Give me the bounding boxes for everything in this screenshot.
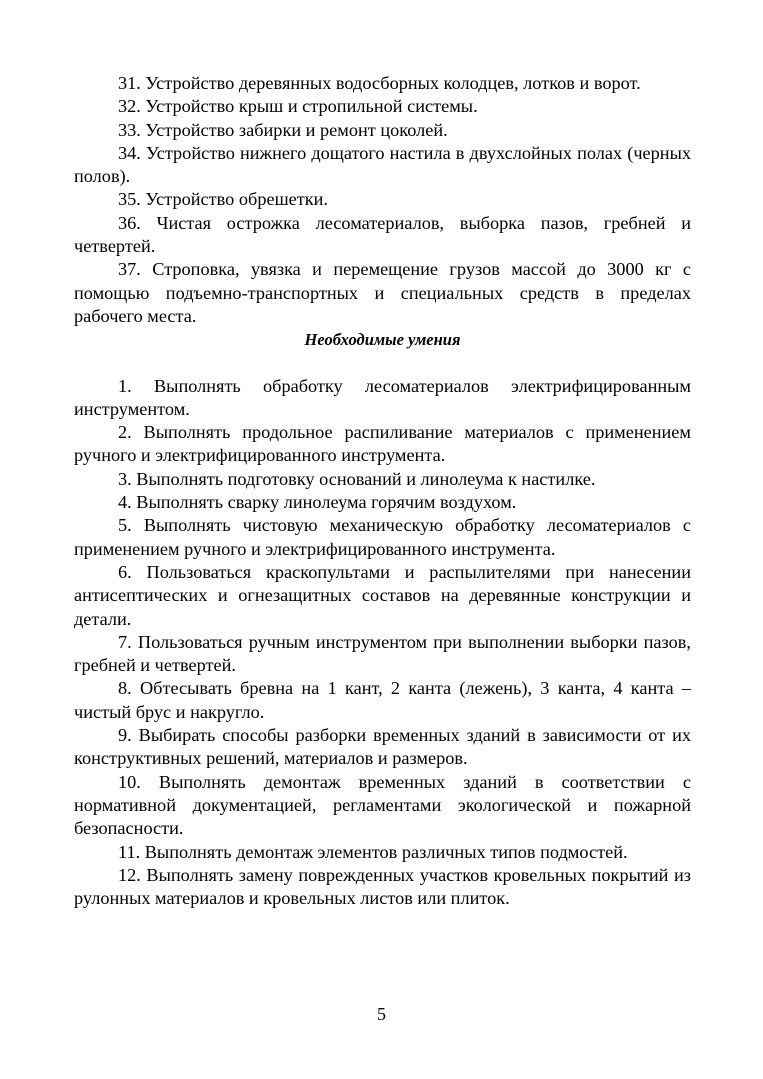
list-item: 7. Пользоваться ручным инструментом при выполнении выборки пазов, гребней и четвертей. — [74, 631, 691, 676]
list-item: 36. Чистая острожка лесоматериалов, выборка пазов, гребней и четвертей. — [74, 212, 691, 257]
list-item: 35. Устройство обрешетки. — [118, 189, 328, 210]
list-item: 5. Выполнять чистовую механическую обработку лесоматериалов с применением ручного и электрифицированного инструмента. — [74, 515, 691, 559]
list-item: 2. Выполнять продольное распиливание материалов с применением ручного и электрифицированного инструмента. — [74, 422, 691, 466]
list-item: 33. Устройство забирки и ремонт цоколей. — [118, 119, 448, 140]
list-item: 31. Устройство деревянных водосборных колодцев, лотков и ворот. — [118, 73, 641, 93]
list-item: 34. Устройство нижнего дощатого настила в двухслойных полах (черных полов). — [74, 142, 691, 187]
document-page — [74, 72, 691, 910]
skills-list — [74, 375, 691, 911]
list-item: 11. Выполнять демонтаж элементов различных типов подмостей. — [118, 841, 628, 862]
list-item: 3. Выполнять подготовку оснований и линолеума к настилке. — [118, 468, 596, 489]
list-item: 12. Выполнять замену поврежденных участков кровельных покрытий из рулонных материалов и кровельных листов или плиток. — [74, 864, 691, 909]
section-heading: Необходимые умения — [304, 330, 461, 350]
list-item: 8. Обтесывать бревна на 1 кант, 2 канта (лежень), 3 канта, 4 канта – чистый брус и накругло. — [74, 678, 691, 722]
works-list — [74, 72, 691, 328]
list-item: 9. Выбирать способы разборки временных зданий в зависимости от их конструктивных решений, материалов и размеров. — [74, 725, 691, 769]
list-item: 10. Выполнять демонтаж временных зданий в соответствии с нормативной документацией, регламентами экологической и пожарной безопасности. — [74, 771, 691, 839]
list-item: 32. Устройство крыш и стропильной системы. — [118, 96, 478, 117]
list-item: 1. Выполнять обработку лесоматериалов электрифицированным инструментом. — [74, 375, 691, 419]
list-item: 37. Строповка, увязка и перемещение грузов массой до 3000 кг с помощью подъемно-транспортных и специальных средств в пределах рабочего места. — [74, 259, 691, 326]
list-item: 6. Пользоваться краскопультами и распылителями при нанесении антисептических и огнезащитных составов на деревянные конструкции и детали. — [74, 561, 691, 629]
list-item: 4. Выполнять сварку линолеума горячим воздухом. — [118, 492, 517, 513]
page-number: 5 — [377, 1004, 386, 1024]
